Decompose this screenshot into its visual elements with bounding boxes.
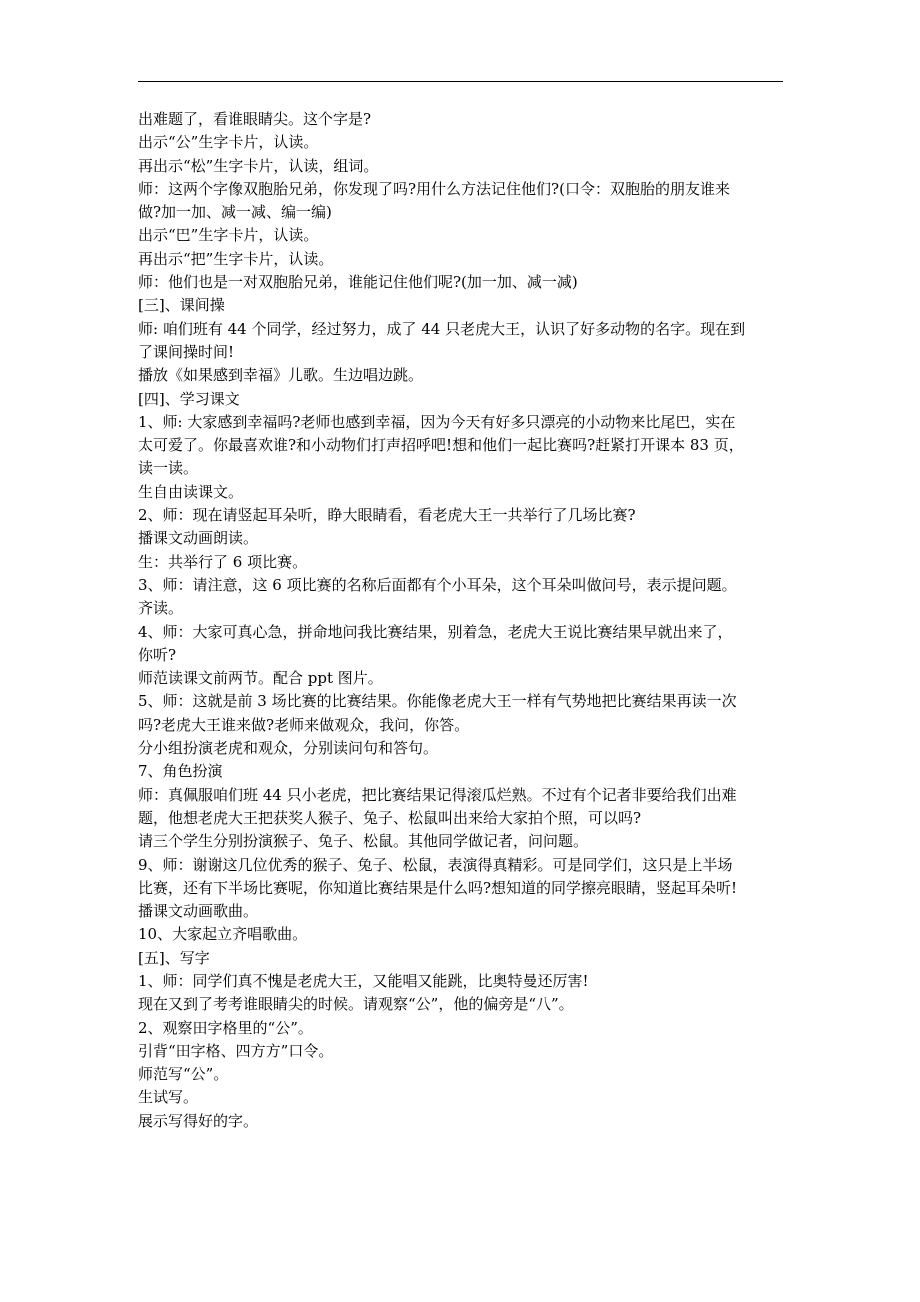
text-line: 齐读。 xyxy=(138,599,184,618)
document-body xyxy=(138,108,788,1133)
section-heading: [五]、写字 xyxy=(138,948,210,967)
text-line: 师范写“公”。 xyxy=(138,1065,229,1084)
text-line: 题，他想老虎大王把获奖人猴子、兔子、松鼠叫出来给大家拍个照，可以吗? xyxy=(138,808,642,827)
text-line: 分小组扮演老虎和观众，分别读问句和答句。 xyxy=(138,739,439,758)
text-line: 太可爱了。你最喜欢谁?和小动物们打声招呼吧!想和他们一起比赛吗?赶紧打开课本 83 页， xyxy=(138,436,744,455)
text-line: 你听? xyxy=(138,645,177,664)
text-line: 播课文动画朗读。 xyxy=(138,529,259,548)
text-line: 师: 咱们班有 44 个同学，经过努力，成了 44 只老虎大王，认识了好多动物的名字。现在到 xyxy=(138,319,746,338)
text-line: 引背“田字格、四方方”口令。 xyxy=(138,1041,334,1060)
text-line: 生：共举行了 6 项比赛。 xyxy=(138,552,308,571)
text-line: 出示“巴”生字卡片，认读。 xyxy=(138,226,319,245)
text-line: 1、师: 大家感到幸福吗?老师也感到幸福，因为今天有好多只漂亮的小动物来比尾巴，实在 xyxy=(138,412,736,431)
text-line: 出示“公”生字卡片，认读。 xyxy=(138,133,319,152)
text-line: 师：这两个字像双胞胎兄弟，你发现了吗?用什么方法记住他们?(口令：双胞胎的朋友谁来 xyxy=(138,179,730,198)
text-line: 1、师：同学们真不愧是老虎大王，又能唱又能跳，比奥特曼还厉害! xyxy=(138,971,589,990)
text-line: 9、师：谢谢这几位优秀的猴子、兔子、松鼠，表演得真精彩。可是同学们，这只是上半场 xyxy=(138,855,733,874)
text-line: 做?加一加、减一减、编一编) xyxy=(138,203,332,222)
text-line: 出难题了，看谁眼睛尖。这个字是? xyxy=(138,110,372,128)
text-line: 再出示“把”生字卡片，认读。 xyxy=(138,249,334,268)
text-line: 师：他们也是一对双胞胎兄弟，谁能记住他们呢?(加一加、减一减) xyxy=(138,273,578,292)
text-line: 师：真佩服咱们班 44 只小老虎，把比赛结果记得滚瓜烂熟。不过有个记者非要给我们出难 xyxy=(138,785,737,804)
text-line: 请三个学生分别扮演猴子、兔子、松鼠。其他同学做记者，问问题。 xyxy=(138,832,589,851)
text-line: 比赛，还有下半场比赛呢，你知道比赛结果是什么吗?想知道的同学擦亮眼睛，竖起耳朵听! xyxy=(138,878,738,897)
text-line: 吗?老虎大王谁来做?老师来做观众，我问，你答。 xyxy=(138,715,470,734)
text-line: 2、观察田字格里的“公”。 xyxy=(138,1018,313,1037)
text-line: 了课间操时间! xyxy=(138,342,235,361)
text-line: 展示写得好的字。 xyxy=(138,1111,259,1130)
text-line: 2、师：现在请竖起耳朵听，睁大眼睛看，看老虎大王一共举行了几场比赛? xyxy=(138,506,636,525)
text-line: 播课文动画歌曲。 xyxy=(138,902,259,921)
text-line: 4、师：大家可真心急，拼命地问我比赛结果，别着急，老虎大王说比赛结果早就出来了， xyxy=(138,622,733,641)
text-line: 5、师：这就是前 3 场比赛的比赛结果。你能像老虎大王一样有气势地把比赛结果再读一次 xyxy=(138,692,737,711)
text-line: 10、大家起立齐唱歌曲。 xyxy=(138,925,308,944)
section-heading: 7、角色扮演 xyxy=(138,762,223,781)
text-line: 现在又到了考考谁眼睛尖的时候。请观察“公”，他的偏旁是“八”。 xyxy=(138,995,574,1014)
text-line: 3、师：请注意，这 6 项比赛的名称后面都有个小耳朵，这个耳朵叫做问号，表示提问题。 xyxy=(138,575,737,594)
text-line: 师范读课文前两节。配合 ppt 图片。 xyxy=(138,669,383,688)
section-heading: [四]、学习课文 xyxy=(138,389,240,408)
text-line: 读一读。 xyxy=(138,459,199,478)
text-line: 播放《如果感到幸福》儿歌。生边唱边跳。 xyxy=(138,366,424,385)
text-line: 生自由读课文。 xyxy=(138,482,244,501)
text-line: 生试写。 xyxy=(138,1088,199,1107)
section-heading: [三]、课间操 xyxy=(138,296,225,315)
text-line: 再出示“松”生字卡片，认读，组词。 xyxy=(138,156,379,175)
header-rule xyxy=(138,81,783,82)
